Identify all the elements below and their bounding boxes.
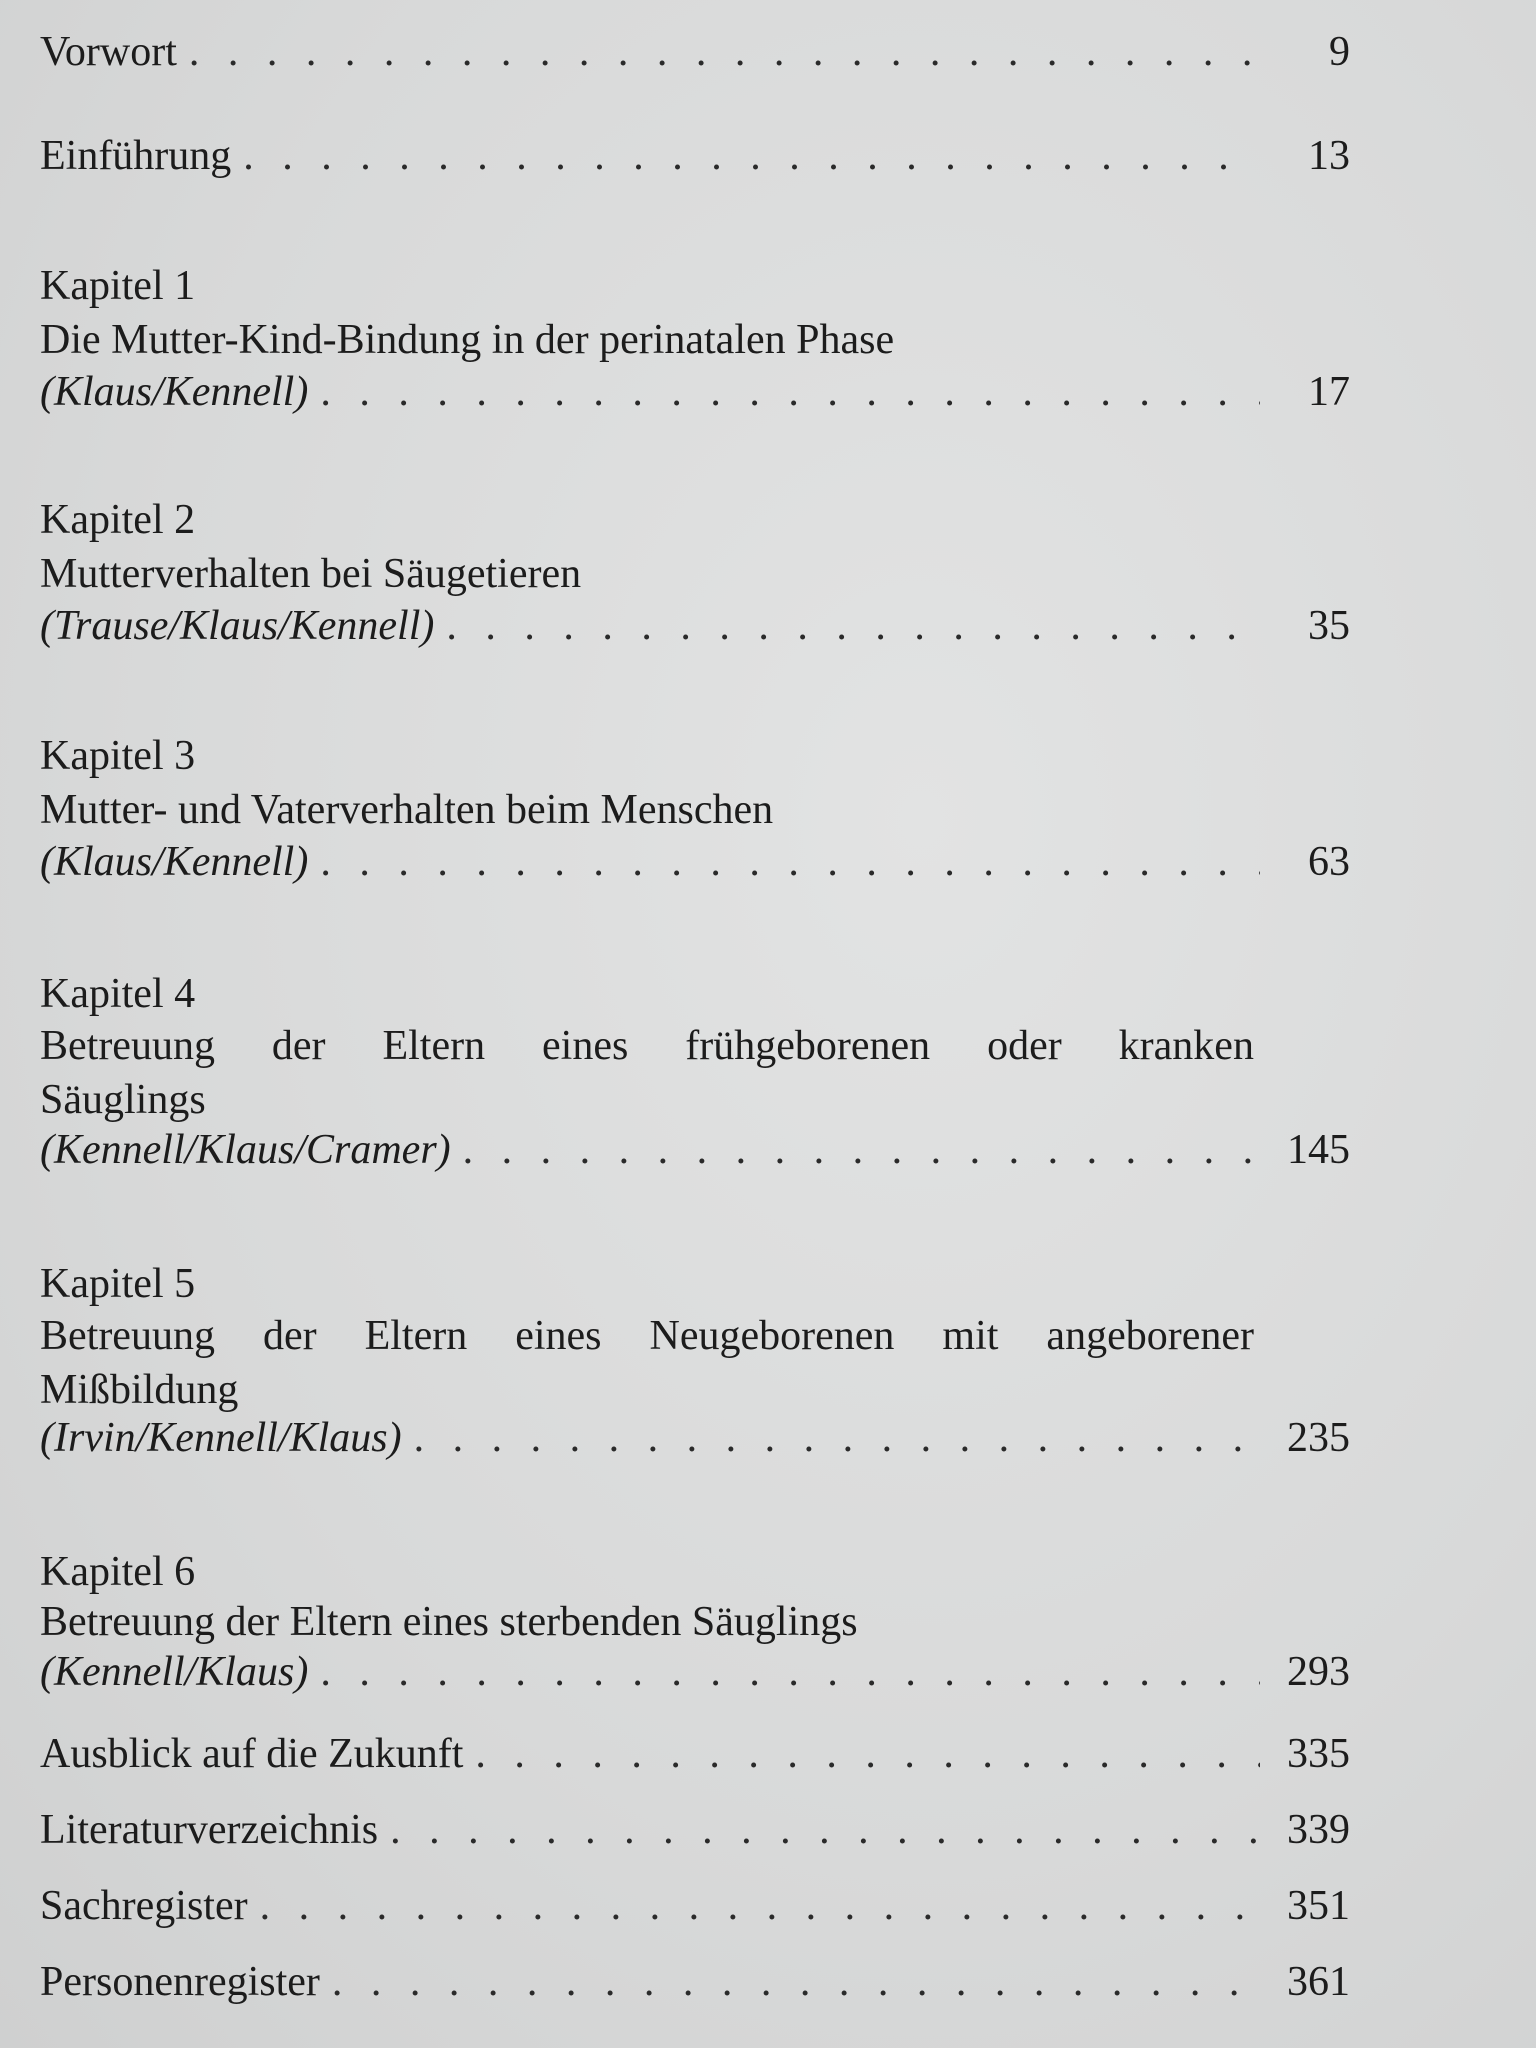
chapter-authors: (Trause/Klaus/Kennell) xyxy=(40,603,435,649)
page-number: 235 xyxy=(1287,1415,1350,1461)
title-word: Betreuung xyxy=(40,1313,215,1359)
page-number: 17 xyxy=(1308,369,1350,415)
chapter-title-line-1 xyxy=(40,1020,1254,1072)
toc-entry-chapter-2 xyxy=(40,600,1350,652)
leader-dots xyxy=(463,1124,1260,1176)
chapter-title: Die Mutter-Kind-Bindung in der perinatalen Phase xyxy=(40,317,895,363)
entry-title: Vorwort xyxy=(40,29,177,75)
entry-title: Ausblick auf die Zukunft xyxy=(40,1731,464,1777)
leader-dots xyxy=(320,366,1260,418)
chapter-label: Kapitel 1 xyxy=(40,263,196,309)
title-word: angeborener xyxy=(1046,1313,1254,1359)
leader-dots xyxy=(320,836,1260,888)
chapter-label: Kapitel 4 xyxy=(40,971,196,1017)
toc-entry-chapter-5 xyxy=(40,1412,1350,1464)
leader-dots xyxy=(390,1804,1260,1856)
title-word: Eltern xyxy=(382,1023,486,1069)
chapter-title-line-2: Säuglings xyxy=(40,1077,206,1123)
title-word: eines xyxy=(515,1313,602,1359)
toc-entry-chapter-6 xyxy=(40,1646,1350,1698)
chapter-authors: (Klaus/Kennell) xyxy=(40,839,309,885)
page-number: 351 xyxy=(1287,1883,1350,1929)
toc-entry-chapter-3 xyxy=(40,836,1350,888)
page-number: 361 xyxy=(1287,1959,1350,2005)
title-word: mit xyxy=(942,1313,999,1359)
chapter-label: Kapitel 5 xyxy=(40,1261,196,1307)
toc-entry-chapter-1 xyxy=(40,366,1350,418)
title-word: der xyxy=(262,1313,317,1359)
chapter-title-line-2: Mißbildung xyxy=(40,1367,239,1413)
title-word: kranken xyxy=(1118,1023,1254,1069)
chapter-title: Mutterverhalten bei Säugetieren xyxy=(40,551,582,597)
title-word: Neugeborenen xyxy=(649,1313,895,1359)
toc-entry-sachregister xyxy=(40,1880,1350,1932)
chapter-title: Mutter- und Vaterverhalten beim Menschen xyxy=(40,787,774,833)
chapter-authors: (Klaus/Kennell) xyxy=(40,369,309,415)
entry-title: Einführung xyxy=(40,133,232,179)
page-number: 293 xyxy=(1287,1649,1350,1695)
chapter-authors: (Irvin/Kennell/Klaus) xyxy=(40,1415,402,1461)
toc-entry-vorwort xyxy=(40,26,1350,78)
leader-dots xyxy=(243,130,1260,182)
page-number: 63 xyxy=(1308,839,1350,885)
chapter-authors: (Kennell/Klaus) xyxy=(40,1649,309,1695)
chapter-title-line-1 xyxy=(40,1310,1254,1362)
title-word: oder xyxy=(987,1023,1062,1069)
page-number: 339 xyxy=(1287,1807,1350,1853)
toc-entry-chapter-4 xyxy=(40,1124,1350,1176)
chapter-authors: (Kennell/Klaus/Cramer) xyxy=(40,1127,451,1173)
leader-dots xyxy=(260,1880,1260,1932)
entry-title: Personenregister xyxy=(40,1959,320,2005)
page-number: 35 xyxy=(1308,603,1350,649)
page-number: 335 xyxy=(1287,1731,1350,1777)
chapter-label: Kapitel 3 xyxy=(40,733,196,779)
leader-dots xyxy=(332,1956,1260,2008)
title-word: Eltern xyxy=(364,1313,468,1359)
leader-dots xyxy=(475,1728,1260,1780)
title-word: eines xyxy=(542,1023,629,1069)
leader-dots xyxy=(189,26,1260,78)
toc-entry-literaturverzeichnis xyxy=(40,1804,1350,1856)
title-word: der xyxy=(271,1023,326,1069)
toc-entry-personenregister xyxy=(40,1956,1350,2008)
entry-title: Literaturverzeichnis xyxy=(40,1807,379,1853)
chapter-label: Kapitel 6 xyxy=(40,1549,196,1595)
page-number: 145 xyxy=(1287,1127,1350,1173)
page-number: 9 xyxy=(1329,29,1350,75)
chapter-label: Kapitel 2 xyxy=(40,497,196,543)
leader-dots xyxy=(320,1646,1260,1698)
title-word: Betreuung xyxy=(40,1023,215,1069)
chapter-title: Betreuung der Eltern eines sterbenden Säuglings xyxy=(40,1599,858,1645)
toc-entry-ausblick xyxy=(40,1728,1350,1780)
page-number: 13 xyxy=(1308,133,1350,179)
entry-title: Sachregister xyxy=(40,1883,248,1929)
title-word: frühgeborenen xyxy=(685,1023,931,1069)
toc-entry-einfuehrung xyxy=(40,130,1350,182)
leader-dots xyxy=(414,1412,1260,1464)
leader-dots xyxy=(446,600,1260,652)
